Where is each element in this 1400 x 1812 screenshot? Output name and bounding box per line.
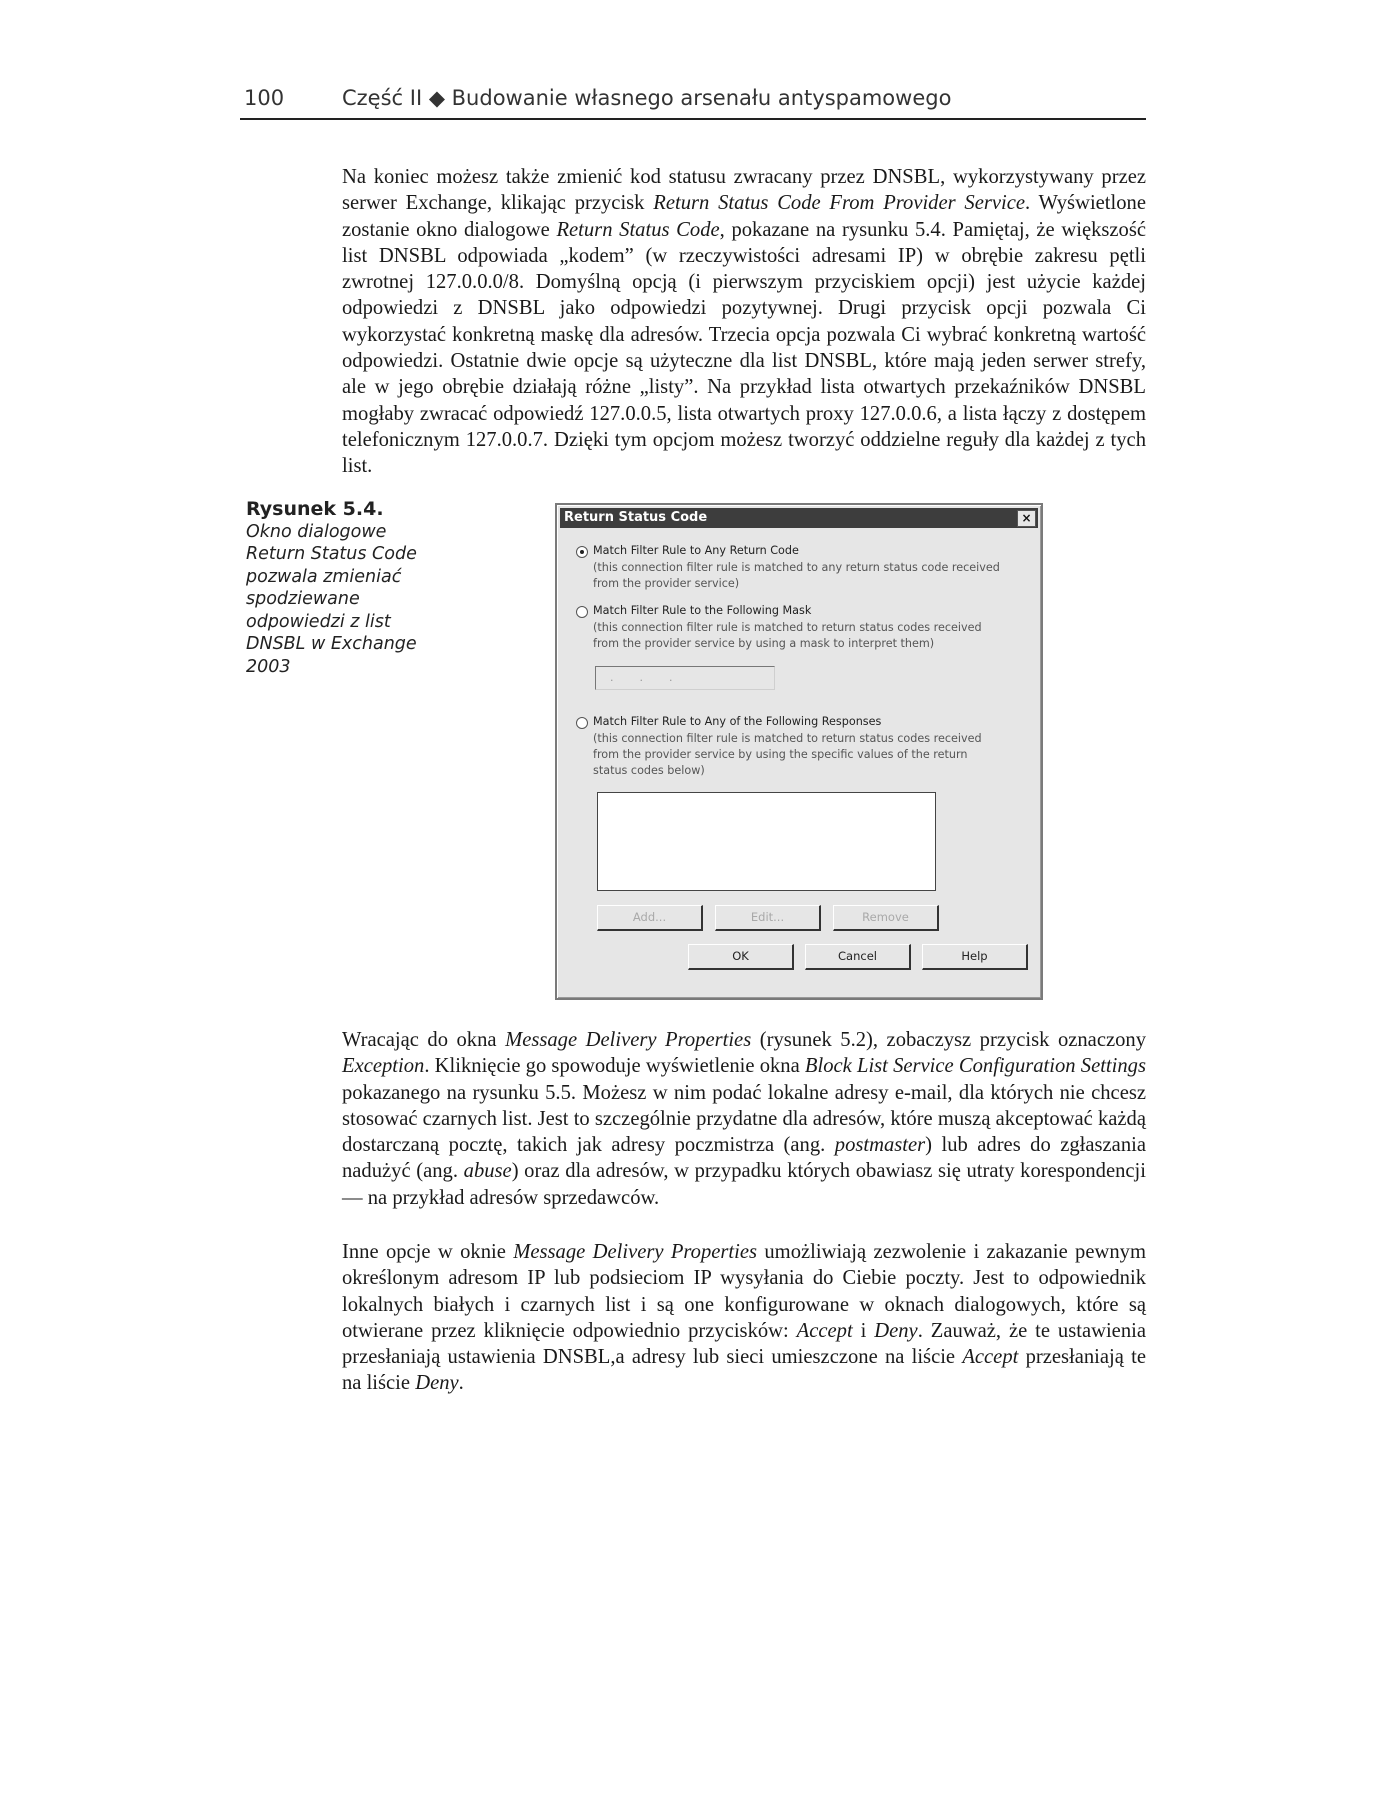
mask-ip-input[interactable]: ... bbox=[595, 666, 775, 690]
close-button[interactable] bbox=[1017, 510, 1036, 527]
figure-caption bbox=[246, 498, 446, 678]
ok-button[interactable]: OK bbox=[688, 944, 794, 970]
italic-term: Message Delivery Properties bbox=[505, 1029, 752, 1051]
caption-text: Okno dialogowe Return Status Code pozwala zmieniać spodziewane odpowiedzi z list DNSBL w Exchange 2003 bbox=[246, 521, 417, 677]
text-run: i bbox=[852, 1319, 875, 1342]
text-run: , pokazane na rysunku 5.4. Pamiętaj, że większość list DNSBL odpowiada „kodem” (w rzeczywistości adresami IP) w obrębie zakresu pętli zwrotnej 127.0.0.0/8. Domyślną opcją (i pierwszym przyciskiem opcji) jest użycie każdej odpowiedzi z DNSBL jako odpowiedzi pozytywnej. Drugi przycisk opcji pozwala Ci wykorzystać konkretną maskę dla adresów. Trzecia opcja pozwala Ci wybrać konkretną wartość odpowiedzi. Ostatnie dwie opcje są użyteczne dla list DNSBL, które mają jeden serwer strefy, ale w jego obrębie działają różne „listy”. Na przykład lista otwartych przekaźników DNSBL mogłaby zwracać odpowiedź 127.0.0.5, lista otwartych proxy 127.0.0.6, a lista łączy z dostępem telefonicznym 127.0.0.7. Dzięki tym opcjom możesz tworzyć oddzielne reguły dla każdej z tych list. bbox=[342, 218, 1146, 478]
italic-term: Exception bbox=[342, 1055, 425, 1078]
text-run: umożliwiają zezwolenie i zakazanie pewnym określonym adresom IP lub podsieciom IP wysyłania do Ciebie poczty. Jest to odpowiednik lokalnych białych i czarnych list i są one konfigurowane w oknach dialogowych, które są otwierane przez kliknięcie odpowiednio przycisków: bbox=[342, 1241, 1146, 1342]
text-run: przesłaniają te na liście bbox=[342, 1346, 1146, 1395]
cancel-button[interactable]: Cancel bbox=[805, 944, 911, 970]
italic-term: Return Status Code From Provider Service bbox=[653, 192, 1026, 215]
text-run: Na koniec możesz także zmienić kod statusu zwracany przez DNSBL, wykorzystywany przez serwer Exchange, klikając przycisk bbox=[342, 166, 1146, 215]
option-mask-label: Match Filter Rule to the Following Mask bbox=[593, 604, 812, 617]
close-icon: × bbox=[1021, 511, 1032, 525]
italic-term: abuse bbox=[463, 1160, 512, 1183]
italic-term: postmaster bbox=[834, 1134, 926, 1157]
text-run: . Zauważ, że te ustawienia przesłaniają ustawienia DNSBL,a adresy lub sieci umieszczone na liście bbox=[342, 1319, 1146, 1369]
option-any-return-code-radio[interactable] bbox=[576, 546, 588, 558]
option-responses-description: (this connection filter rule is matched to return status codes received from the provider service by using the specific values of the return status codes below) bbox=[593, 732, 982, 777]
text-run: . Kliknięcie go spowoduje wyświetlenie okna bbox=[424, 1055, 805, 1078]
caption-label: Rysunek 5.4. bbox=[246, 498, 384, 520]
option-responses-label: Match Filter Rule to Any of the Following Responses bbox=[593, 715, 882, 728]
return-status-code-dialog bbox=[555, 503, 1043, 1000]
dialog-title: Return Status Code bbox=[564, 510, 708, 525]
italic-term: Accept bbox=[796, 1319, 853, 1342]
option-mask-radio[interactable] bbox=[576, 606, 588, 618]
edit-button[interactable]: Edit... bbox=[715, 905, 821, 931]
body-paragraph-1 bbox=[342, 164, 1146, 480]
text-run: pokazanego na rysunku 5.5. Możesz w nim podać lokalne adresy e-mail, dla których nie chcesz stosować czarnych list. Jest to szczególnie przydatne dla adresów, które muszą akceptować każdą dostarczaną pocztę, takich jak adresy poczmistrza (ang. bbox=[342, 1081, 1146, 1157]
dialog-titlebar bbox=[560, 508, 1038, 528]
help-button[interactable]: Help bbox=[922, 944, 1028, 970]
text-run: (rysunek 5.2), zobaczysz przycisk oznaczony bbox=[751, 1029, 1146, 1051]
italic-term: Deny bbox=[874, 1319, 918, 1342]
option-responses-radio[interactable] bbox=[576, 717, 588, 729]
text-run: Inne opcje w oknie bbox=[342, 1241, 514, 1263]
add-button[interactable]: Add... bbox=[597, 905, 703, 931]
page-header bbox=[240, 84, 1146, 120]
body-paragraph-3 bbox=[342, 1239, 1146, 1397]
responses-list-box[interactable] bbox=[597, 792, 936, 891]
text-run: . bbox=[458, 1372, 464, 1395]
text-run: . Wyświetlone zostanie okno dialogowe bbox=[342, 192, 1146, 241]
italic-term: Accept bbox=[962, 1346, 1019, 1369]
body-paragraph-2 bbox=[342, 1027, 1146, 1211]
running-title: Część II ◆ Budowanie własnego arsenału antyspamowego bbox=[342, 86, 952, 110]
option-any-return-code-description: (this connection filter rule is matched to any return status code received from the provider service) bbox=[593, 561, 1000, 590]
italic-term: Message Delivery Properties bbox=[513, 1241, 758, 1263]
italic-term: Block List Service Configuration Settings bbox=[804, 1055, 1146, 1078]
text-run: ) oraz dla adresów, w przypadku których obawiasz się utraty korespondencji — na przykład adresów sprzedawców. bbox=[342, 1160, 1146, 1209]
italic-term: Deny bbox=[415, 1372, 459, 1395]
option-mask-description: (this connection filter rule is matched to return status codes received from the provider service by using a mask to interpret them) bbox=[593, 621, 982, 650]
remove-button[interactable]: Remove bbox=[833, 905, 939, 931]
text-run: Wracając do okna bbox=[342, 1029, 506, 1051]
text-run: ) lub adres do zgłaszania nadużyć (ang. bbox=[342, 1134, 1146, 1183]
option-any-return-code-label: Match Filter Rule to Any Return Code bbox=[593, 544, 799, 557]
italic-term: Return Status Code bbox=[556, 218, 720, 241]
page-number: 100 bbox=[244, 86, 285, 110]
